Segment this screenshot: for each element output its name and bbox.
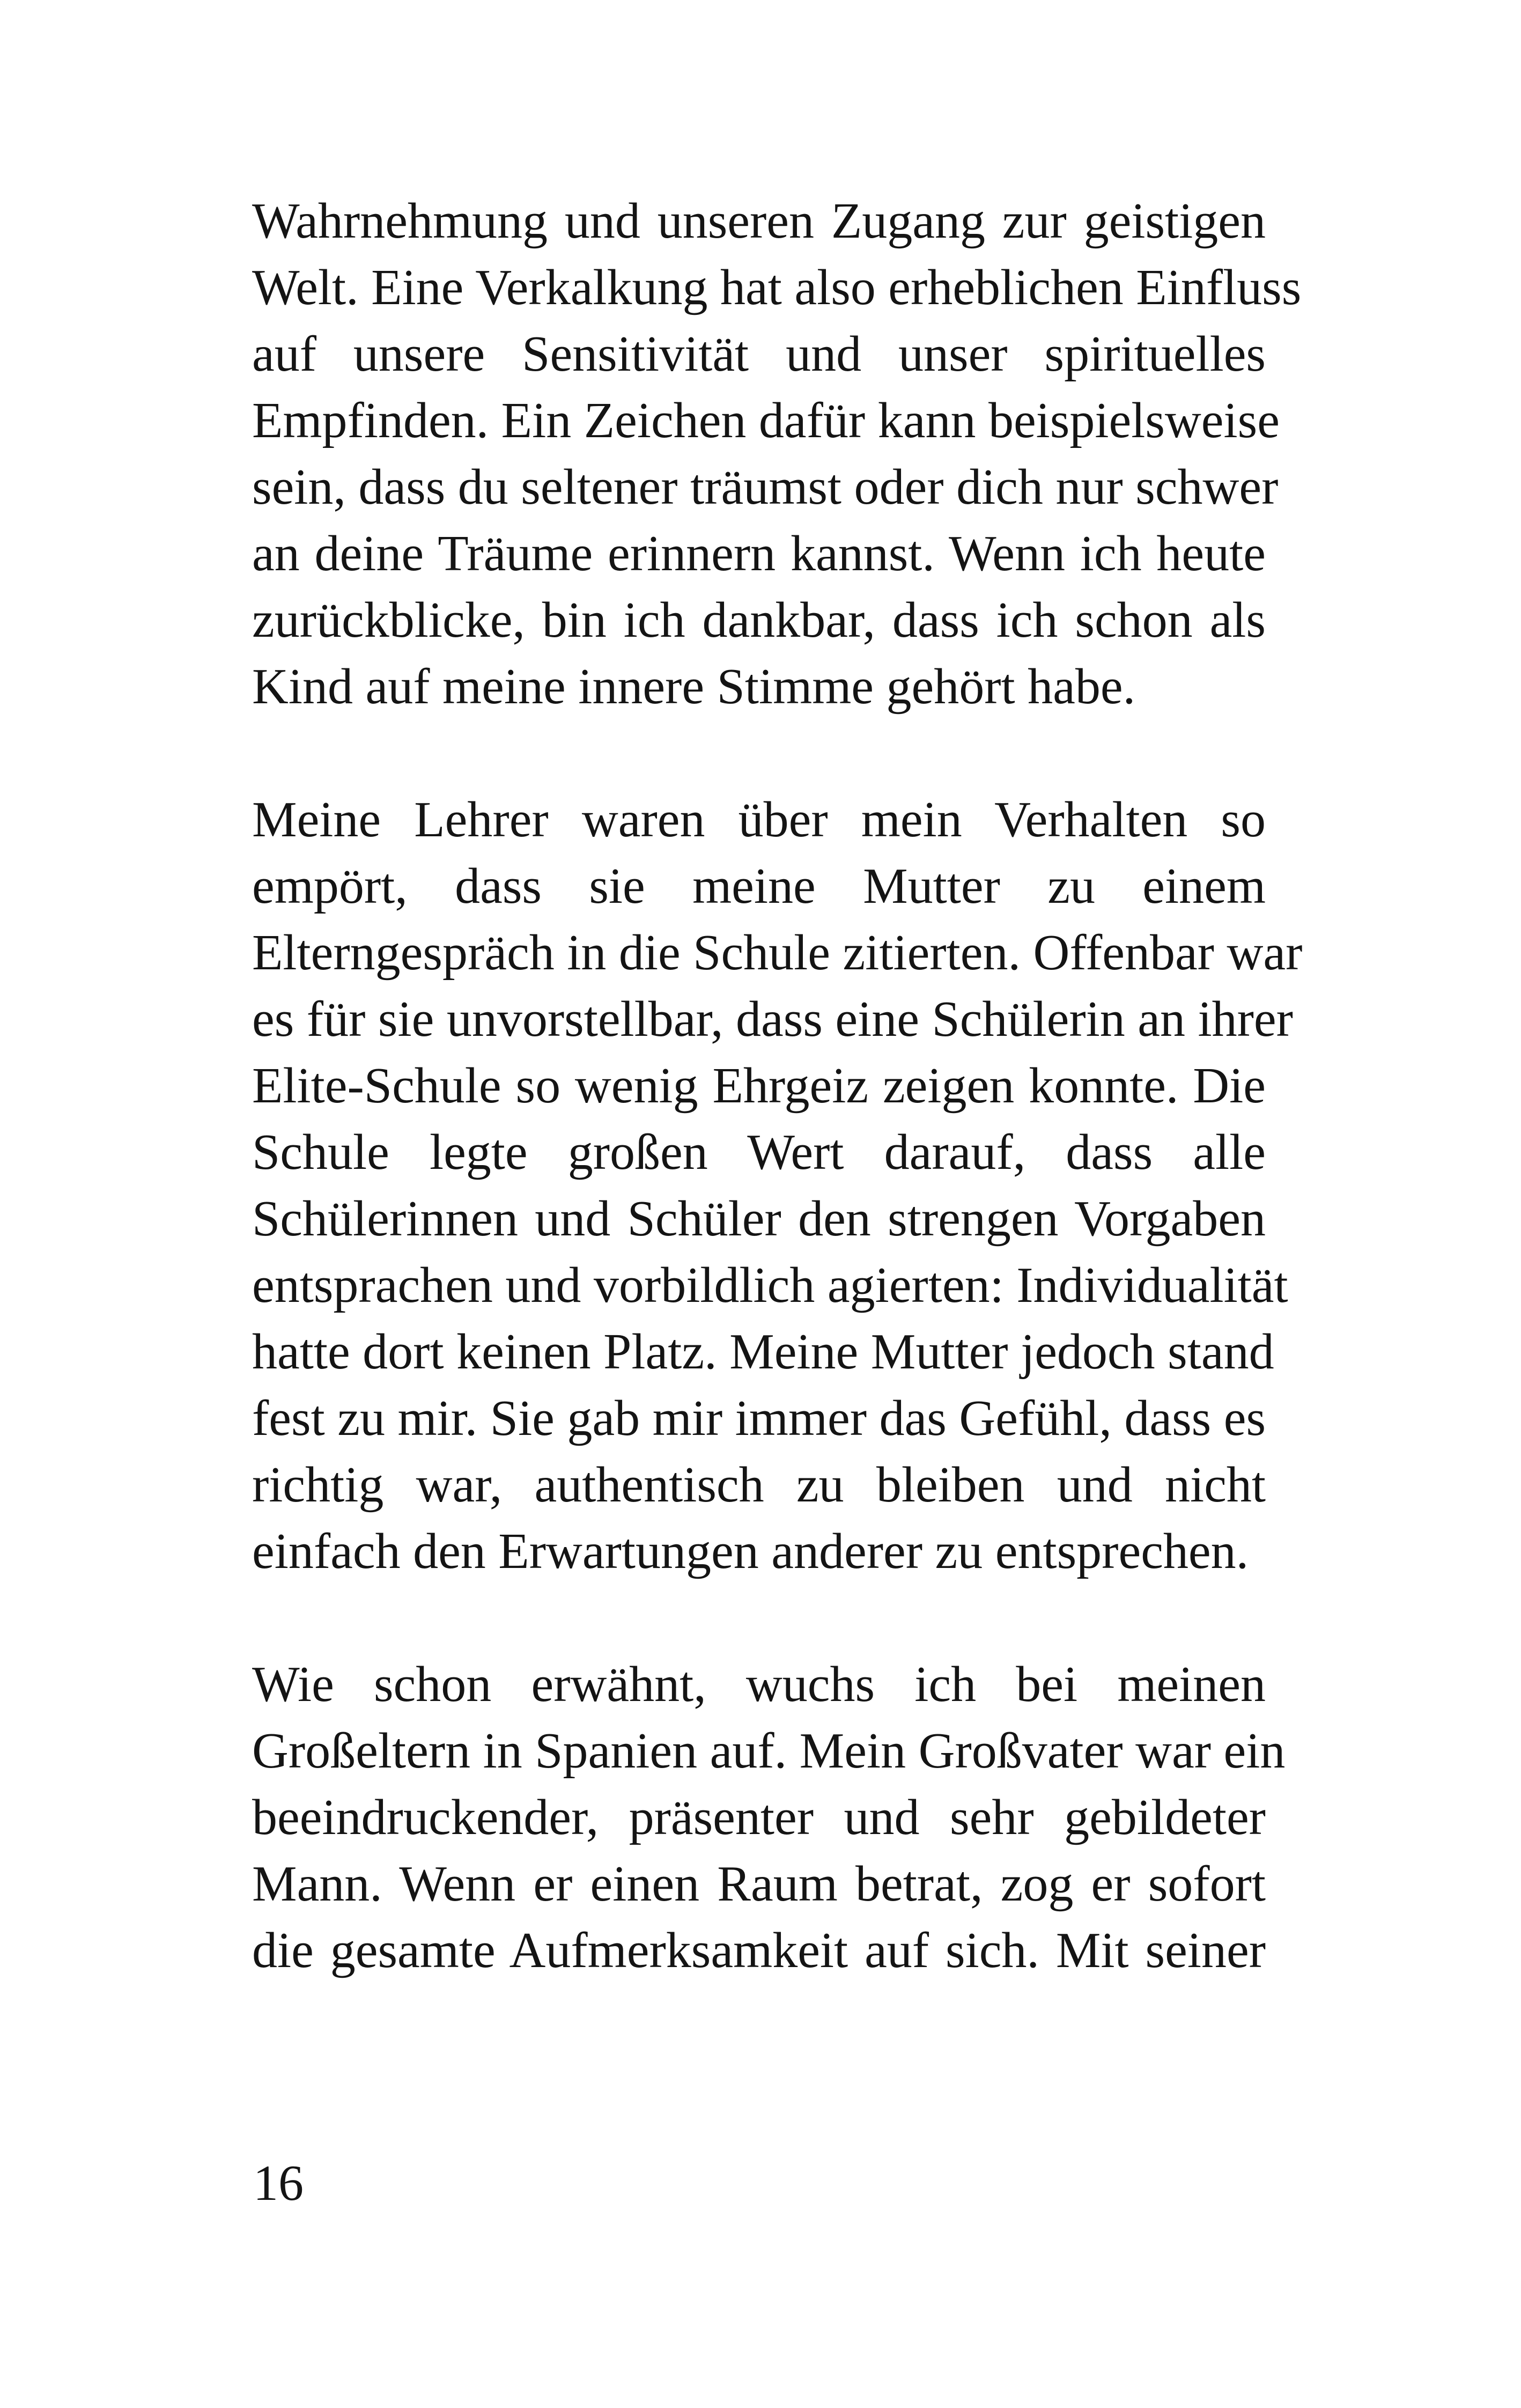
paragraph-1 xyxy=(252,188,1302,720)
page-number: 16 xyxy=(253,2155,304,2211)
text-line: beeindruckender, präsenter und sehr gebildeter xyxy=(252,1790,1266,1845)
text-line: entsprachen und vorbildlich agierten: Individualität xyxy=(252,1257,1288,1313)
text-line: Kind auf meine innere Stimme gehört habe. xyxy=(252,659,1136,715)
text-line: Großeltern in Spanien auf. Mein Großvater war ein xyxy=(252,1723,1286,1779)
text-line: empört, dass sie meine Mutter zu einem xyxy=(252,858,1266,914)
text-line: einfach den Erwartungen anderer zu entsprechen. xyxy=(252,1523,1249,1579)
text-line: zurückblicke, bin ich dankbar, dass ich schon als xyxy=(252,592,1266,648)
text-line: Elterngespräch in die Schule zitierten. Offenbar war xyxy=(252,925,1303,981)
text-line: auf unsere Sensitivität und unser spirituelles xyxy=(252,326,1266,382)
text-line: Wahrnehmung und unseren Zugang zur geistigen xyxy=(252,193,1266,249)
text-line: hatte dort keinen Platz. Meine Mutter jedoch stand xyxy=(252,1324,1274,1380)
text-line: die gesamte Aufmerksamkeit auf sich. Mit seiner xyxy=(252,1923,1266,1978)
text-line: richtig war, authentisch zu bleiben und nicht xyxy=(252,1457,1266,1513)
text-line: Elite-Schule so wenig Ehrgeiz zeigen konnte. Die xyxy=(252,1058,1266,1114)
text-line: Empfinden. Ein Zeichen dafür kann beispielsweise xyxy=(252,393,1280,448)
text-line: fest zu mir. Sie gab mir immer das Gefühl, dass es xyxy=(252,1390,1266,1446)
text-line: Schule legte großen Wert darauf, dass alle xyxy=(252,1124,1266,1180)
text-line: Schülerinnen und Schüler den strengen Vorgaben xyxy=(252,1191,1266,1247)
text-line: Wie schon erwähnt, wuchs ich bei meinen xyxy=(252,1656,1266,1712)
text-line: Welt. Eine Verkalkung hat also erheblichen Einfluss xyxy=(252,260,1302,315)
text-line: an deine Träume erinnern kannst. Wenn ich heute xyxy=(252,526,1266,581)
body-text xyxy=(252,188,1303,1984)
paragraph-3 xyxy=(252,1651,1286,1984)
text-line: es für sie unvorstellbar, dass eine Schülerin an ihrer xyxy=(252,991,1293,1047)
text-line: sein, dass du seltener träumst oder dich nur schwer xyxy=(252,459,1279,515)
text-line: Mann. Wenn er einen Raum betrat, zog er sofort xyxy=(252,1856,1266,1912)
text-line: Meine Lehrer waren über mein Verhalten so xyxy=(252,792,1266,848)
paragraph-2 xyxy=(252,786,1303,1585)
